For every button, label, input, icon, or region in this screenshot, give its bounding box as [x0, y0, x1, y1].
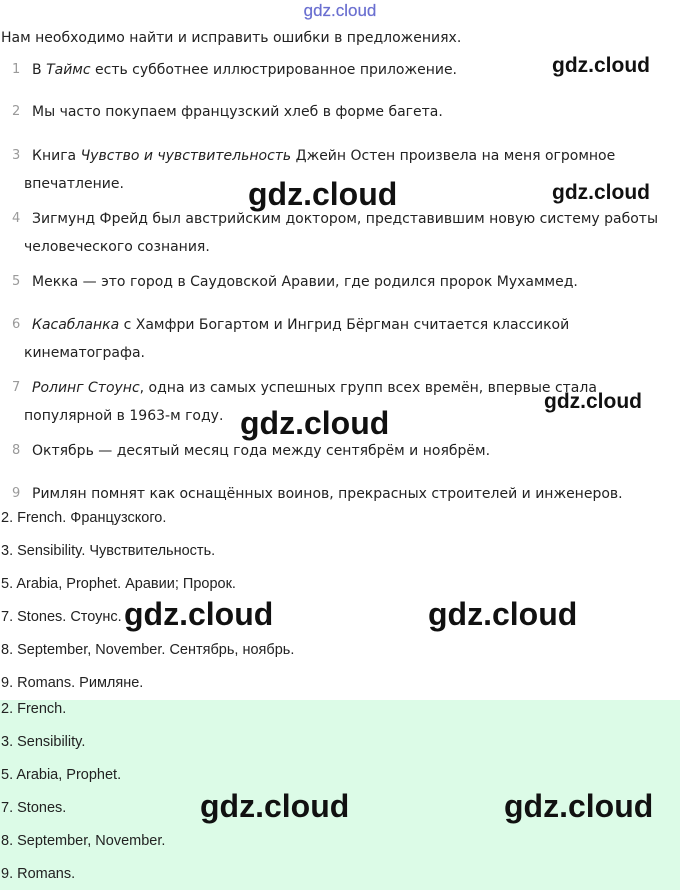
- sentence-text: , одна из самых успешных групп всех времён, впервые стала: [139, 380, 597, 396]
- sentence-line: [24, 402, 223, 430]
- sentence-text: Октябрь — десятый месяц года между сентябрём и ноябрём.: [32, 443, 491, 459]
- sentence-text: Книга: [32, 148, 81, 164]
- watermark-text: gdz.cloud: [504, 788, 654, 824]
- title-italic: Касабланка: [32, 317, 120, 333]
- sentence-text: популярной в 1963-м году.: [24, 408, 224, 424]
- sentence-number: 3: [12, 148, 21, 163]
- header-watermark: gdz.cloud: [303, 1, 377, 20]
- sentence-number: 5: [12, 274, 21, 289]
- watermark-text: gdz.cloud: [124, 596, 274, 632]
- sentence-text: Мы часто покупаем французский хлеб в форме багета.: [32, 104, 443, 120]
- watermark-text: gdz.cloud: [428, 596, 578, 632]
- answer-row: 3. Sensibility.: [1, 734, 86, 750]
- answer-row: 7. Stones. Стоунс.: [1, 609, 122, 625]
- answer-row: 9. Romans.: [1, 866, 76, 882]
- sentence-line: [32, 98, 443, 126]
- sentence-text: Джейн Остен произвела на меня огромное: [291, 148, 616, 164]
- sentence-number: 7: [12, 380, 21, 395]
- sentence-number: 2: [12, 104, 21, 119]
- sentence-line: [24, 339, 145, 367]
- answer-row: 5. Arabia, Prophet.: [1, 767, 122, 783]
- sentence-number: 4: [12, 211, 21, 226]
- answer-row: 3. Sensibility. Чувствительность.: [1, 543, 216, 559]
- title-italic: Ролинг Стоунс: [32, 380, 140, 396]
- answer-row: 8. September, November.: [1, 833, 166, 849]
- watermark-text: gdz.cloud: [200, 788, 350, 824]
- sentence-text: человеческого сознания.: [24, 239, 210, 255]
- sentence-text: с Хамфри Богартом и Ингрид Бёргман считается классикой: [119, 317, 570, 333]
- sentence-text: Римлян помнят как оснащённых воинов, прекрасных строителей и инженеров.: [32, 486, 623, 502]
- sentence-number: 9: [12, 486, 21, 501]
- sentence-line: [32, 56, 457, 84]
- sentence-text: впечатление.: [24, 176, 124, 192]
- sentence-line: [24, 233, 210, 261]
- sentence-line: [32, 480, 623, 508]
- answer-row: 5. Arabia, Prophet. Аравии; Пророк.: [1, 576, 236, 592]
- answer-row: 2. French.: [1, 701, 67, 717]
- sentence-text: В: [32, 62, 47, 78]
- answer-row: 8. September, November. Сентябрь, ноябрь.: [1, 642, 295, 658]
- watermark-text: gdz.cloud: [552, 181, 650, 204]
- sentence-line: [24, 170, 124, 198]
- answer-row: 7. Stones.: [1, 800, 67, 816]
- answer-row: 2. French. Французского.: [1, 510, 167, 526]
- watermark-text: gdz.cloud: [544, 390, 642, 413]
- sentence-text: есть субботнее иллюстрированное приложение.: [90, 62, 458, 78]
- watermark-text: gdz.cloud: [248, 176, 398, 212]
- sentence-line: [32, 268, 578, 296]
- watermark-text: gdz.cloud: [552, 54, 650, 77]
- sentence-line: [32, 142, 615, 170]
- sentence-number: 6: [12, 317, 21, 332]
- sentence-text: Зигмунд Фрейд был австрийским доктором, представившим новую систему работы: [32, 211, 659, 227]
- sentence-text: Мекка — это город в Саудовской Аравии, где родился пророк Мухаммед.: [32, 274, 578, 290]
- sentence-number: 8: [12, 443, 21, 458]
- sentence-number: 1: [12, 62, 21, 77]
- answer-row: 9. Romans. Римляне.: [1, 675, 144, 691]
- sentence-text: кинематографа.: [24, 345, 146, 361]
- sentence-line: [32, 311, 569, 339]
- title-italic: Таймс: [46, 62, 91, 78]
- task-intro: Нам необходимо найти и исправить ошибки в предложениях.: [1, 30, 462, 46]
- title-italic: Чувство и чувствительность: [80, 148, 292, 164]
- watermark-text: gdz.cloud: [240, 405, 390, 441]
- sentence-line: [32, 374, 597, 402]
